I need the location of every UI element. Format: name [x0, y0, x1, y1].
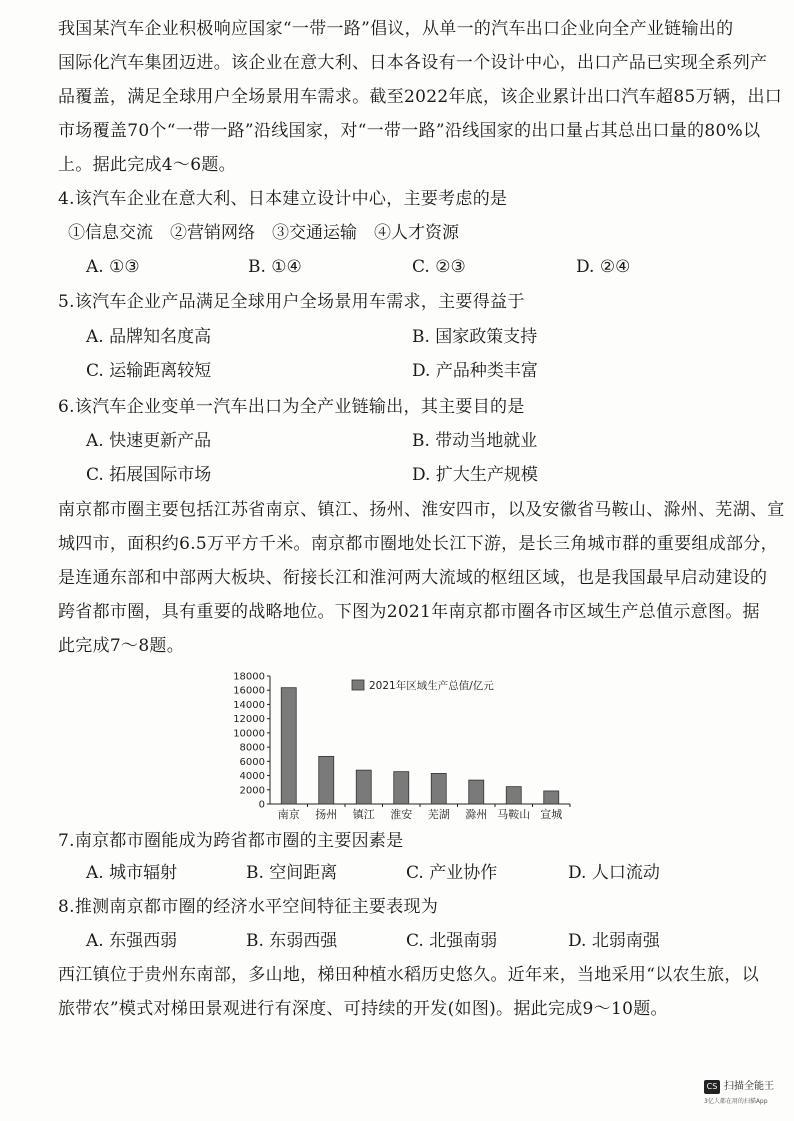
q4-stem: 4.该汽车企业在意大利、日本建立设计中心，主要考虑的是: [58, 189, 508, 209]
q5-option-d: D. 产品种类丰富: [412, 361, 538, 381]
q4-option-a: A. ①③: [86, 257, 140, 277]
q6-option-a: A. 快速更新产品: [86, 431, 212, 451]
q5-option-a: A. 品牌知名度高: [86, 327, 212, 347]
legend-swatch: [352, 680, 364, 690]
bar: [544, 791, 559, 804]
passage2-line-4: 跨省都市圈，具有重要的战略地位。下图为2021年南京都市圈各市区域生产总值示意图。据: [58, 602, 760, 622]
scanner-watermark: [704, 1080, 789, 1114]
passage2-line-2: 城四市，面积约6.5万平方千米。南京都市圈地处长江下游，是长三角城市群的重要组成部分，: [58, 534, 778, 554]
y-tick-label: 12000: [233, 714, 265, 726]
q4-option-b: B. ①④: [248, 257, 302, 277]
y-tick-label: 16000: [233, 685, 265, 697]
q5-option-b: B. 国家政策支持: [412, 327, 538, 347]
q8-option-a: A. 东强西弱: [86, 931, 178, 951]
q5-stem: 5.该汽车企业产品满足全球用户全场景用车需求，主要得益于: [58, 292, 525, 312]
scanner-logo-icon: CS: [704, 1080, 720, 1094]
bar: [394, 772, 409, 804]
q4-items: ①信息交流 ②营销网络 ③交通运输 ④人才资源: [68, 223, 459, 243]
x-tick-label: 淮安: [390, 808, 413, 821]
passage3-line-2: 旅带农”模式对梯田景观进行有深度、可持续的开发(如图)。据此完成9～10题。: [58, 999, 668, 1019]
passage3-line-1: 西江镇位于贵州东南部，多山地，梯田种植水稻历史悠久。近年来，当地采用“以农生旅，以: [58, 965, 759, 985]
passage1-line-4: 市场覆盖70个“一带一路”沿线国家，对“一带一路”沿线国家的出口量占其总出口量的80%以: [58, 121, 761, 141]
q8-option-b: B. 东弱西强: [246, 931, 338, 951]
x-tick-label: 芜湖: [427, 808, 450, 821]
scanner-app-tagline: 3亿人都在用的扫描App: [704, 1098, 768, 1105]
y-tick-label: 10000: [233, 728, 265, 740]
bar: [469, 780, 484, 804]
bar: [319, 756, 334, 804]
passage1-line-2: 国际化汽车集团迈进。该企业在意大利、日本各设有一个设计中心，出口产品已实现全系列产: [58, 53, 768, 73]
q5-option-c: C. 运输距离较短: [86, 361, 212, 381]
bar: [281, 688, 296, 804]
q7-option-d: D. 人口流动: [568, 863, 660, 883]
q6-option-d: D. 扩大生产规模: [412, 465, 538, 485]
x-tick-label: 扬州: [315, 808, 338, 821]
q6-option-b: B. 带动当地就业: [412, 431, 538, 451]
q7-option-a: A. 城市辐射: [86, 863, 178, 883]
q6-option-c: C. 拓展国际市场: [86, 465, 212, 485]
passage2-line-5: 此完成7～8题。: [58, 636, 185, 656]
x-tick-label: 滁州: [465, 808, 488, 821]
y-tick-label: 2000: [239, 785, 265, 797]
q4-option-c: C. ②③: [412, 257, 466, 277]
q8-option-d: D. 北弱南强: [568, 931, 660, 951]
bar: [431, 773, 446, 804]
y-tick-label: 18000: [233, 671, 265, 683]
y-tick-label: 8000: [239, 742, 265, 754]
passage2-line-3: 是连通东部和中部两大板块、衔接长江和淮河两大流域的枢纽区域，也是我国最早启动建设的: [58, 568, 768, 588]
q7-option-c: C. 产业协作: [406, 863, 498, 883]
gdp-bar-chart: [228, 666, 588, 830]
y-tick-label: 6000: [239, 756, 265, 768]
q8-option-c: C. 北强南弱: [406, 931, 498, 951]
scanner-app-name: 扫描全能王: [724, 1081, 774, 1092]
y-tick-label: 14000: [233, 699, 265, 711]
bar: [356, 770, 371, 804]
passage1-line-5: 上。据此完成4～6题。: [58, 155, 236, 175]
y-tick-label: 4000: [239, 771, 265, 783]
q6-stem: 6.该汽车企业变单一汽车出口为全产业链输出，其主要目的是: [58, 397, 525, 417]
q8-stem: 8.推测南京都市圈的经济水平空间特征主要表现为: [58, 897, 439, 917]
x-tick-label: 宣城: [540, 808, 563, 821]
passage2-line-1: 南京都市圈主要包括江苏省南京、镇江、扬州、淮安四市，以及安徽省马鞍山、滁州、芜湖、宣: [58, 500, 785, 520]
y-tick-label: 0: [258, 799, 265, 811]
passage1-line-3: 品覆盖，满足全球用户全场景用车需求。截至2022年底，该企业累计出口汽车超85万辆，出口: [58, 87, 783, 107]
x-tick-label: 镇江: [352, 808, 375, 821]
bar: [506, 787, 521, 804]
legend-label: 2021年区域生产总值/亿元: [369, 680, 494, 692]
q4-option-d: D. ②④: [576, 257, 631, 277]
x-tick-label: 马鞍山: [497, 808, 531, 821]
q7-option-b: B. 空间距离: [246, 863, 338, 883]
x-tick-label: 南京: [277, 808, 300, 821]
passage1-line-1: 我国某汽车企业积极响应国家“一带一路”倡议，从单一的汽车出口企业向全产业链输出的: [58, 19, 734, 39]
q7-stem: 7.南京都市圈能成为跨省都市圈的主要因素是: [58, 831, 404, 851]
